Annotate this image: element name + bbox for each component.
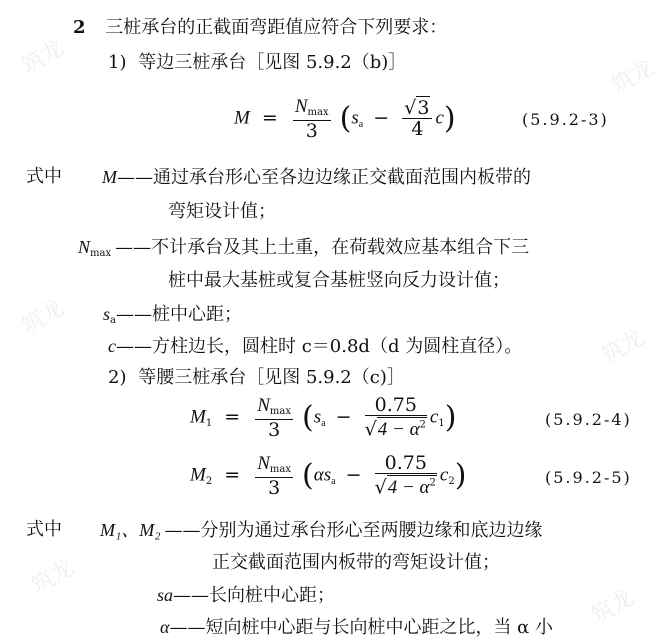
watermark: 筑龙 bbox=[587, 585, 639, 630]
def-dash: —— bbox=[117, 167, 153, 188]
def-text: 分别为通过承台形心至两腰边缘和底边边缘 bbox=[200, 520, 543, 541]
eq-sqrt-value: 4 − α bbox=[387, 477, 430, 499]
watermark: 筑龙 bbox=[17, 295, 69, 340]
eq-coef-fraction: $\frac{0.75}{√4 - \alpha^2}$ bbox=[374, 452, 436, 499]
where-label: 式中 bbox=[26, 519, 62, 540]
eq-den: 3 bbox=[268, 477, 281, 500]
eq-fraction bbox=[255, 395, 293, 440]
def-text: 正交截面范围内板带的弯矩设计值； bbox=[212, 552, 500, 573]
def-row bbox=[168, 201, 276, 223]
eq-coef: 0.75 bbox=[375, 453, 437, 474]
subitem-1 bbox=[108, 52, 406, 74]
eq-den: 3 bbox=[305, 120, 318, 142]
eq-sqrt-sup: 2 bbox=[419, 420, 426, 431]
subitem-text: 等腰三桩承台［见图 5.9.2（c)］ bbox=[138, 367, 405, 388]
item-heading bbox=[73, 17, 447, 39]
eq-n: N bbox=[257, 395, 270, 417]
eq-minus: − bbox=[373, 106, 390, 129]
def-row bbox=[157, 584, 335, 607]
eq-n-sub: max bbox=[269, 406, 291, 418]
subitem-2 bbox=[108, 367, 405, 389]
eq-number: (5.9.2-4) bbox=[545, 410, 632, 429]
eq-minus: − bbox=[345, 463, 362, 486]
eq-sign: = bbox=[224, 463, 241, 486]
def-row bbox=[103, 303, 242, 329]
eq-sqrt-sup: 2 bbox=[429, 478, 436, 489]
item-number: 2 bbox=[73, 17, 86, 38]
def-symbol-sub: max bbox=[90, 248, 112, 259]
def-text: 短向桩中心距与长向桩中心距之比，当 α 小 bbox=[205, 617, 554, 638]
def-symbol: s bbox=[103, 304, 111, 324]
watermark: 筑龙 bbox=[27, 555, 79, 600]
eq-sign: = bbox=[261, 106, 278, 129]
def-text: 通过承台形心至各边边缘正交截面范围内板带的 bbox=[153, 167, 531, 188]
eq-fraction bbox=[255, 453, 293, 498]
def-symbol: c bbox=[108, 336, 116, 356]
eq-n: N bbox=[257, 453, 270, 475]
watermark: 筑龙 bbox=[607, 55, 659, 100]
def-dash: —— bbox=[169, 617, 206, 638]
def-dash: —— bbox=[115, 237, 152, 258]
eq-den-4: 4 bbox=[411, 118, 424, 140]
eq-s-sub: a bbox=[358, 118, 364, 130]
eq-sign: = bbox=[224, 405, 241, 428]
def-symbol: sa bbox=[157, 585, 174, 605]
eq-minus: − bbox=[335, 405, 352, 428]
def-text: 方柱边长，圆柱时 c＝0.8d（d 为圆柱直径）。 bbox=[152, 336, 523, 357]
eq-n-sub: max bbox=[269, 464, 291, 476]
def-dash: —— bbox=[164, 520, 201, 541]
eq-fraction bbox=[293, 96, 331, 141]
watermark: 筑龙 bbox=[17, 35, 69, 80]
eq-lhs-sub: 2 bbox=[205, 475, 213, 487]
eq-lhs: M bbox=[190, 406, 206, 428]
eq-sqrt-fraction: $\frac{√3}{4}$ bbox=[402, 98, 432, 139]
eq-n-sub: max bbox=[307, 107, 329, 118]
eq-c-sub: 2 bbox=[448, 475, 455, 487]
eq-lhs: M bbox=[190, 464, 206, 486]
eq-s: s bbox=[313, 406, 322, 428]
def-text: 弯矩设计值； bbox=[168, 201, 276, 222]
where-label: 式中 bbox=[26, 166, 62, 187]
def-symbol: M bbox=[102, 167, 117, 187]
equation-5-9-2-3: M = $\frac{Nmax}{3}$ (sa − $\frac{√3}{4}$ c) bbox=[234, 96, 456, 142]
eq-den: 3 bbox=[268, 419, 281, 442]
eq-number: (5.9.2-5) bbox=[545, 468, 632, 487]
def-symbol: M₁、M₂ bbox=[100, 520, 161, 540]
eq-coef: 0.75 bbox=[365, 395, 427, 416]
def-text: 长向桩中心距； bbox=[209, 585, 336, 606]
subitem-label: 2) bbox=[108, 367, 127, 388]
eq-sqrt-value: 4 − α bbox=[377, 419, 420, 441]
def-symbol-sub: a bbox=[110, 315, 116, 326]
watermark: 筑龙 bbox=[597, 325, 649, 370]
eq-lhs-sub: 1 bbox=[205, 417, 213, 429]
eq-s: s bbox=[323, 464, 332, 486]
equation-5-9-2-5: M2 = $\frac{Nmax}{3}$ (αsa − $\frac{0.75}{√4 - \alpha^2}$ c2) bbox=[190, 452, 467, 500]
eq-sqrt-value: 3 bbox=[417, 97, 430, 119]
def-text: 不计承台及其上土重，在荷载效应基本组合下三 bbox=[151, 237, 530, 258]
eq-number: (5.9.2-3) bbox=[522, 110, 609, 129]
subitem-text: 等边三桩承台［见图 5.9.2（b)］ bbox=[138, 52, 407, 73]
def-dash: —— bbox=[173, 585, 210, 606]
eq-s: s bbox=[351, 107, 359, 129]
def-text: 桩中最大基桩或复合基桩竖向反力设计值； bbox=[168, 270, 510, 291]
eq-coef-fraction: $\frac{0.75}{√4 - \alpha^2}$ bbox=[364, 394, 426, 441]
def-row bbox=[100, 519, 543, 542]
def-row bbox=[168, 270, 510, 292]
def-row bbox=[160, 616, 553, 639]
subitem-label: 1) bbox=[108, 52, 127, 73]
def-symbol: α bbox=[160, 617, 170, 637]
def-symbol: N bbox=[78, 237, 91, 257]
def-row bbox=[78, 236, 529, 262]
eq-s-sub: a bbox=[331, 475, 336, 487]
eq-lhs: M bbox=[234, 107, 250, 129]
eq-c: c bbox=[429, 406, 439, 428]
def-text: 桩中心距； bbox=[151, 304, 242, 325]
def-row bbox=[102, 166, 531, 189]
eq-c: c bbox=[435, 107, 444, 129]
def-dash: —— bbox=[115, 304, 152, 325]
eq-c-sub: 1 bbox=[438, 417, 445, 429]
def-row bbox=[108, 335, 522, 358]
equation-5-9-2-4: M1 = $\frac{Nmax}{3}$ (sa − $\frac{0.75}{√4 - \alpha^2}$ c1) bbox=[190, 394, 457, 442]
eq-n: N bbox=[294, 96, 308, 117]
eq-alpha: α bbox=[313, 464, 324, 486]
item-text: 三桩承台的正截面弯距值应符合下列要求： bbox=[105, 17, 448, 38]
eq-s-sub: a bbox=[321, 417, 326, 429]
def-dash: —— bbox=[116, 336, 152, 357]
def-row bbox=[212, 552, 500, 574]
eq-c: c bbox=[439, 464, 449, 486]
